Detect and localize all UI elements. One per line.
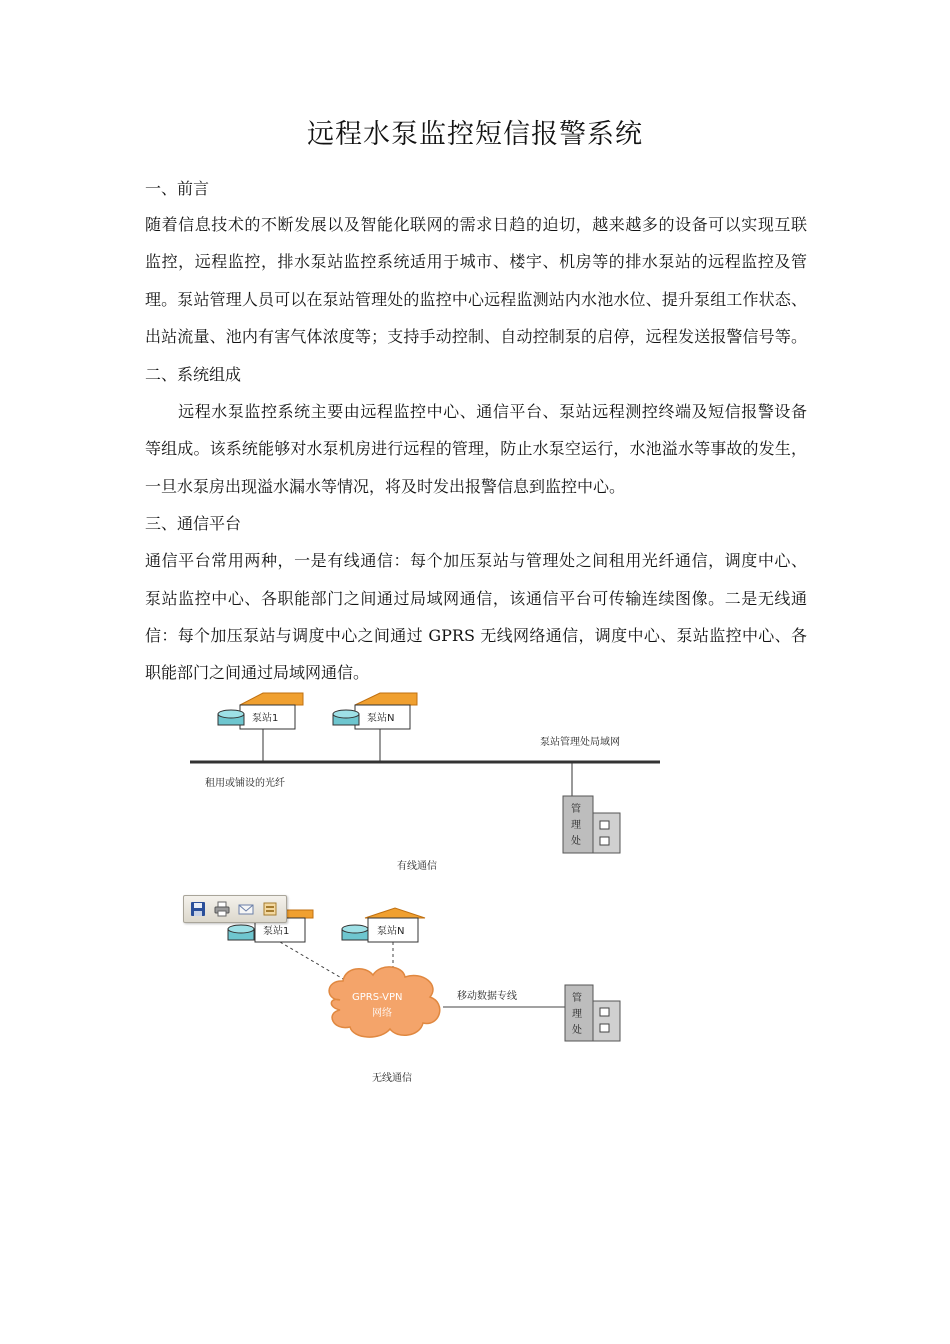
print-icon: [214, 901, 230, 917]
export-button[interactable]: [261, 900, 279, 918]
pump-station-n: [342, 908, 425, 942]
paragraph-line: 监控，远程监控，排水泵站监控系统适用于城市、楼宇、机房等的排水泵站的远程监控及管: [145, 252, 807, 271]
office-char: 管: [571, 804, 581, 815]
paragraph-line: 职能部门之间通过局域网通信。: [145, 663, 370, 682]
save-button[interactable]: [189, 900, 207, 918]
section-heading-communication: 三、通信平台: [145, 514, 242, 533]
station-label: 泵站N: [367, 713, 395, 724]
section-heading-preface: 一、前言: [145, 179, 210, 198]
cloud-label: GPRS-VPN: [352, 992, 403, 1003]
paragraph-line: 理。泵站管理人员可以在泵站管理处的监控中心远程监测站内水池水位、提升泵组工作状态、: [145, 290, 807, 309]
water-tank-icon: [218, 710, 244, 725]
paragraph-line: 信：每个加压泵站与调度中心之间通过 GPRS 无线网络通信，调度中心、泵站监控中心、各: [145, 626, 807, 645]
paragraph-line: 出站流量、池内有害气体浓度等；支持手动控制、自动控制泵的启停，远程发送报警信号等。: [145, 327, 807, 346]
print-button[interactable]: [213, 900, 231, 918]
paragraph-line: 等组成。该系统能够对水泵机房进行远程的管理，防止水泵空运行，水池溢水等事故的发生，: [145, 439, 807, 458]
station-roof: [365, 908, 425, 918]
paragraph-line: 通信平台常用两种，一是有线通信：每个加压泵站与管理处之间租用光纤通信，调度中心、: [145, 551, 807, 570]
cloud-label: 网络: [372, 1008, 392, 1019]
section-heading-composition: 二、系统组成: [145, 365, 242, 384]
email-icon: [238, 901, 254, 917]
management-office: [565, 985, 620, 1041]
station-label: 泵站N: [377, 926, 405, 937]
wireless-caption: 无线通信: [372, 1073, 412, 1084]
water-tank-icon: [342, 925, 368, 940]
office-char: 理: [571, 820, 581, 831]
email-button[interactable]: [237, 900, 255, 918]
water-tank-icon: [228, 925, 254, 940]
image-toolbar: [183, 895, 287, 923]
office-char: 管: [572, 993, 582, 1004]
wireless-link: [280, 942, 350, 983]
office-char: 处: [572, 1025, 582, 1036]
paragraph-line: 远程水泵监控系统主要由远程监控中心、通信平台、泵站远程测控终端及短信报警设备: [145, 402, 807, 421]
export-icon: [262, 901, 278, 917]
pump-station-1: [218, 693, 303, 729]
wireless-communication-diagram: [185, 905, 635, 1090]
lan-label: 泵站管理处局域网: [540, 737, 620, 748]
office-char: 处: [571, 836, 581, 847]
wired-caption: 有线通信: [397, 861, 437, 872]
station-label: 泵站1: [263, 926, 290, 937]
management-office: [563, 796, 620, 853]
station-label: 泵站1: [252, 713, 279, 724]
water-tank-icon: [333, 710, 359, 725]
link-label: 移动数据专线: [457, 991, 517, 1002]
office-char: 理: [572, 1009, 582, 1020]
gprs-vpn-cloud-icon: [329, 967, 440, 1037]
paragraph-line: 随着信息技术的不断发展以及智能化联网的需求日趋的迫切，越来越多的设备可以实现互联: [145, 215, 807, 234]
wired-communication-diagram: [185, 690, 665, 880]
paragraph-line: 一旦水泵房出现溢水漏水等情况，将及时发出报警信息到监控中心。: [145, 477, 626, 496]
pump-station-n: [333, 693, 417, 729]
page-title: 远程水泵监控短信报警系统: [307, 119, 643, 150]
paragraph-line: 泵站监控中心、各职能部门之间通过局域网通信，该通信平台可传输连续图像。二是无线通: [145, 589, 807, 608]
save-icon: [190, 901, 206, 917]
station-roof: [355, 693, 417, 705]
station-roof: [240, 693, 303, 705]
fiber-label: 租用或铺设的光纤: [205, 778, 285, 789]
